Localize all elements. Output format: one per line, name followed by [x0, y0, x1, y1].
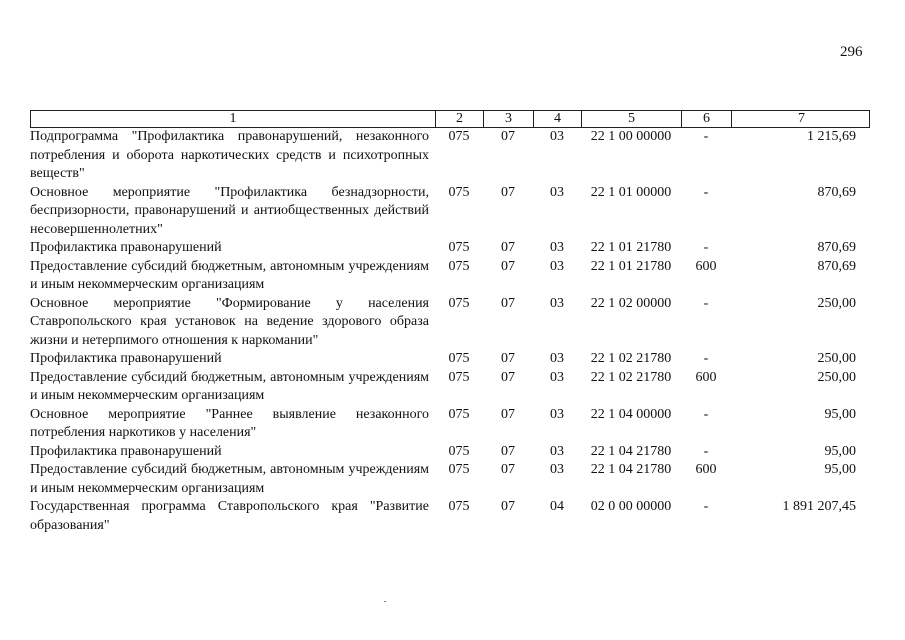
row-col-6: 600 — [695, 369, 717, 385]
row-col-2: 075 — [448, 258, 470, 274]
row-col-3: 07 — [501, 240, 515, 255]
row-col-3: 07 — [501, 462, 515, 477]
row-col-5: 22 1 02 21780 — [590, 369, 672, 385]
row-col-7: 250,00 — [817, 295, 856, 311]
scan-speck — [384, 601, 386, 602]
table-row — [30, 461, 870, 498]
row-col-7: 95,00 — [824, 443, 856, 459]
header-col-4: 4 — [534, 111, 582, 127]
header-col-5: 5 — [582, 111, 682, 127]
row-name: Предоставление субсидий бюджетным, автономным учреждениям и иным некоммерческим организациям — [30, 258, 429, 292]
row-name: Предоставление субсидий бюджетным, автономным учреждениям и иным некоммерческим организациям — [30, 369, 429, 403]
row-col-7: 870,69 — [817, 184, 856, 200]
table-row — [30, 443, 870, 462]
row-col-4: 03 — [550, 369, 564, 385]
row-col-3: 07 — [501, 443, 515, 459]
row-col-7: 1 215,69 — [807, 129, 856, 144]
row-col-5: 22 1 04 00000 — [590, 406, 672, 422]
row-name: Основное мероприятие "Профилактика безнадзорности, беспризорности, правонарушений и антиобщественных действий несовершеннолетних" — [30, 184, 429, 237]
table-row — [30, 295, 870, 351]
row-name: Профилактика правонарушений — [30, 240, 222, 255]
table-row — [30, 258, 870, 295]
row-col-6: 600 — [695, 462, 717, 477]
table-row — [30, 184, 870, 240]
header-col-6: 6 — [682, 111, 732, 127]
row-col-5: 22 1 00 00000 — [590, 129, 672, 144]
table-row — [30, 350, 870, 369]
row-col-5: 22 1 02 21780 — [590, 351, 672, 366]
row-col-6: - — [703, 240, 709, 255]
row-col-4: 03 — [550, 184, 564, 200]
row-col-4: 03 — [550, 295, 564, 311]
row-col-6: 600 — [695, 258, 717, 274]
row-col-4: 03 — [550, 351, 564, 366]
table-row — [30, 239, 870, 258]
page-number: 296 — [840, 44, 863, 60]
row-col-7: 95,00 — [824, 406, 856, 422]
row-col-3: 07 — [501, 406, 515, 422]
row-col-4: 03 — [550, 462, 564, 477]
row-col-4: 03 — [550, 240, 564, 255]
row-col-6: - — [703, 295, 709, 311]
row-col-2: 075 — [448, 499, 470, 514]
row-col-5: 22 1 04 21780 — [590, 462, 672, 477]
row-col-2: 075 — [448, 184, 470, 200]
row-col-7: 1 891 207,45 — [782, 499, 856, 514]
row-col-3: 07 — [501, 184, 515, 200]
row-col-5: 22 1 01 00000 — [590, 184, 672, 200]
row-col-3: 07 — [501, 351, 515, 366]
row-col-2: 075 — [448, 295, 470, 311]
row-col-2: 075 — [448, 351, 470, 366]
row-name: Основное мероприятие "Раннее выявление незаконного потребления наркотиков у населения" — [30, 406, 429, 440]
row-col-2: 075 — [448, 406, 470, 422]
row-col-7: 870,69 — [817, 240, 856, 255]
row-col-5: 22 1 01 21780 — [590, 240, 672, 255]
row-col-4: 03 — [550, 406, 564, 422]
row-name: Основное мероприятие "Формирование у населения Ставропольского края установок на ведение здорового образа жизни и нетерпимого отношения к наркомании" — [30, 295, 429, 348]
row-col-5: 02 0 00 00000 — [590, 499, 672, 514]
row-col-2: 075 — [448, 369, 470, 385]
row-col-2: 075 — [448, 462, 470, 477]
row-col-5: 22 1 04 21780 — [590, 443, 672, 459]
header-col-1: 1 — [31, 111, 436, 127]
table-row — [30, 498, 870, 535]
row-col-4: 03 — [550, 258, 564, 274]
row-col-4: 04 — [550, 499, 564, 514]
row-col-3: 07 — [501, 369, 515, 385]
row-col-4: 03 — [550, 443, 564, 459]
row-col-6: - — [703, 184, 709, 200]
row-col-2: 075 — [448, 443, 470, 459]
header-col-2: 2 — [436, 111, 484, 127]
row-col-3: 07 — [501, 129, 515, 144]
row-name: Предоставление субсидий бюджетным, автономным учреждениям и иным некоммерческим организациям — [30, 462, 429, 496]
row-col-5: 22 1 02 00000 — [590, 295, 672, 311]
row-col-2: 075 — [448, 129, 470, 144]
header-col-3: 3 — [484, 111, 534, 127]
row-name: Профилактика правонарушений — [30, 351, 222, 366]
row-col-6: - — [703, 443, 709, 459]
row-col-6: - — [703, 406, 709, 422]
row-col-7: 870,69 — [817, 258, 856, 274]
row-col-6: - — [703, 129, 709, 144]
row-col-6: - — [703, 499, 709, 514]
row-col-3: 07 — [501, 295, 515, 311]
row-col-3: 07 — [501, 258, 515, 274]
row-col-3: 07 — [501, 499, 515, 514]
header-col-7: 7 — [798, 111, 805, 126]
row-col-4: 03 — [550, 129, 564, 144]
table-header — [30, 110, 870, 128]
table-row — [30, 128, 870, 184]
row-name: Подпрограмма "Профилактика правонарушений, незаконного потребления и оборота наркотических средств и психотропных веществ" — [30, 129, 429, 181]
row-name: Государственная программа Ставропольского края "Развитие образования" — [30, 499, 429, 533]
table-row — [30, 369, 870, 406]
row-col-7: 250,00 — [817, 351, 856, 366]
row-col-2: 075 — [448, 240, 470, 255]
table-row — [30, 406, 870, 443]
row-col-7: 95,00 — [824, 462, 856, 477]
row-col-6: - — [703, 351, 709, 366]
table-body — [30, 128, 870, 535]
row-col-5: 22 1 01 21780 — [590, 258, 672, 274]
row-name: Профилактика правонарушений — [30, 443, 222, 459]
row-col-7: 250,00 — [817, 369, 856, 385]
